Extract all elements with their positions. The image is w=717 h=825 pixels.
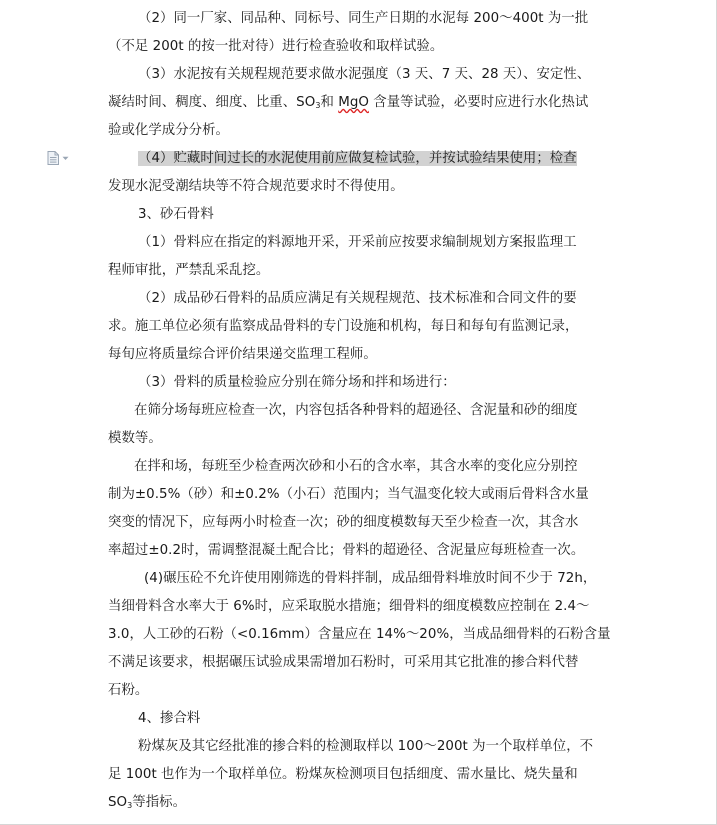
highlighted-paragraph-line [138, 145, 608, 173]
paragraph-line: 求。施工单位必须有监察成品骨料的专门设施和机构，每日和每旬有监测记录， [108, 319, 579, 334]
spellcheck-word: MgO [338, 95, 369, 110]
paragraph-line: 验或化学成分分析。 [108, 123, 229, 138]
paragraph-line: 制为±0.5%（砂）和±0.2%（小石）范围内；当气温变化较大或雨后骨料含水量 [108, 487, 589, 502]
paragraph-line: (4)碾压砼不允许使用刚筛选的骨料拌制，成品细骨料堆放时间不少于 72h， [144, 571, 597, 586]
paragraph-line: 足 100t 也作为一个取样单位。粉煤灰检测项目包括细度、需水量比、烧失量和 [108, 767, 578, 782]
paragraph-line: 程师审批，严禁乱采乱挖。 [108, 263, 270, 278]
paragraph-line: 发现水泥受潮结块等不符合规范要求时不得使用。 [108, 179, 404, 194]
paragraph-line: 粉煤灰及其它经批准的掺合料的检测取样以 100～200t 为一个取样单位，不 [138, 739, 594, 754]
paragraph-line: 每旬应将质量综合评价结果递交监理工程师。 [108, 347, 377, 362]
paragraph-line: （1）骨料应在指定的料源地开采，开采前应按要求编制规划方案报监理工 [138, 235, 577, 250]
paragraph-line: 石粉。 [108, 683, 149, 698]
paragraph-line [108, 89, 608, 117]
chevron-down-icon [62, 156, 69, 161]
paragraph-line: 当细骨料含水率大于 6%时，应采取脱水措施；细骨料的细度模数应控制在 2.4～ [108, 599, 590, 614]
text-run: 和 [320, 95, 334, 110]
text-run: 等指标。 [132, 795, 187, 810]
highlighted-text: （4）贮藏时间过长的水泥使用前应做复检试验，并按试验结果使用；检查 [138, 151, 577, 166]
section-heading: 4、掺合料 [138, 711, 201, 726]
paragraph-line [108, 789, 608, 817]
paragraph-line: 率超过±0.2时，需调整混凝土配合比；骨料的超逊径、含泥量应每班检查一次。 [108, 543, 585, 558]
section-heading: 3、砂石骨料 [138, 207, 214, 222]
paragraph-line: 3.0，人工砂的石粉（<0.16mm）含量应在 14%～20%，当成品细骨料的石粉含量 [108, 627, 611, 642]
paragraph-line: （3）水泥按有关规程规范要求做水泥强度（3 天、7 天、28 天）、安定性、 [138, 67, 591, 82]
paragraph-line: 在拌和场，每班至少检查两次砂和小石的含水率，其含水率的变化应分别控 [134, 459, 578, 474]
paragraph-line: （3）骨料的质量检验应分别在筛分场和拌和场进行： [138, 375, 456, 390]
paragraph-line: （不足 200t 的按一批对待）进行检查验收和取样试验。 [108, 39, 444, 54]
paragraph-options-button[interactable] [47, 150, 77, 166]
paragraph-line: 模数等。 [108, 431, 162, 446]
text-run: 含量等试验，必要时应进行水化热试 [373, 95, 589, 110]
text-run: SO [108, 795, 128, 810]
paragraph-line: 在筛分场每班应检查一次，内容包括各种骨料的超逊径、含泥量和砂的细度 [134, 403, 578, 418]
paragraph-line: 突变的情况下，应每两小时检查一次；砂的细度模数每天至少检查一次，其含水 [108, 515, 579, 530]
subscript: 3 [315, 101, 321, 110]
document-icon [47, 151, 59, 165]
subscript: 3 [127, 801, 133, 810]
paragraph-line: 不满足该要求，根据碾压试验成果需增加石粉时，可采用其它批准的掺合料代替 [108, 655, 579, 670]
paragraph-line: （2）成品砂石骨料的品质应满足有关规程规范、技术标准和合同文件的要 [138, 291, 577, 306]
text-run: 凝结时间、稠度、细度、比重、SO [108, 95, 316, 110]
paragraph-line: （2）同一厂家、同品种、同标号、同生产日期的水泥每 200～400t 为一批 [138, 11, 589, 26]
